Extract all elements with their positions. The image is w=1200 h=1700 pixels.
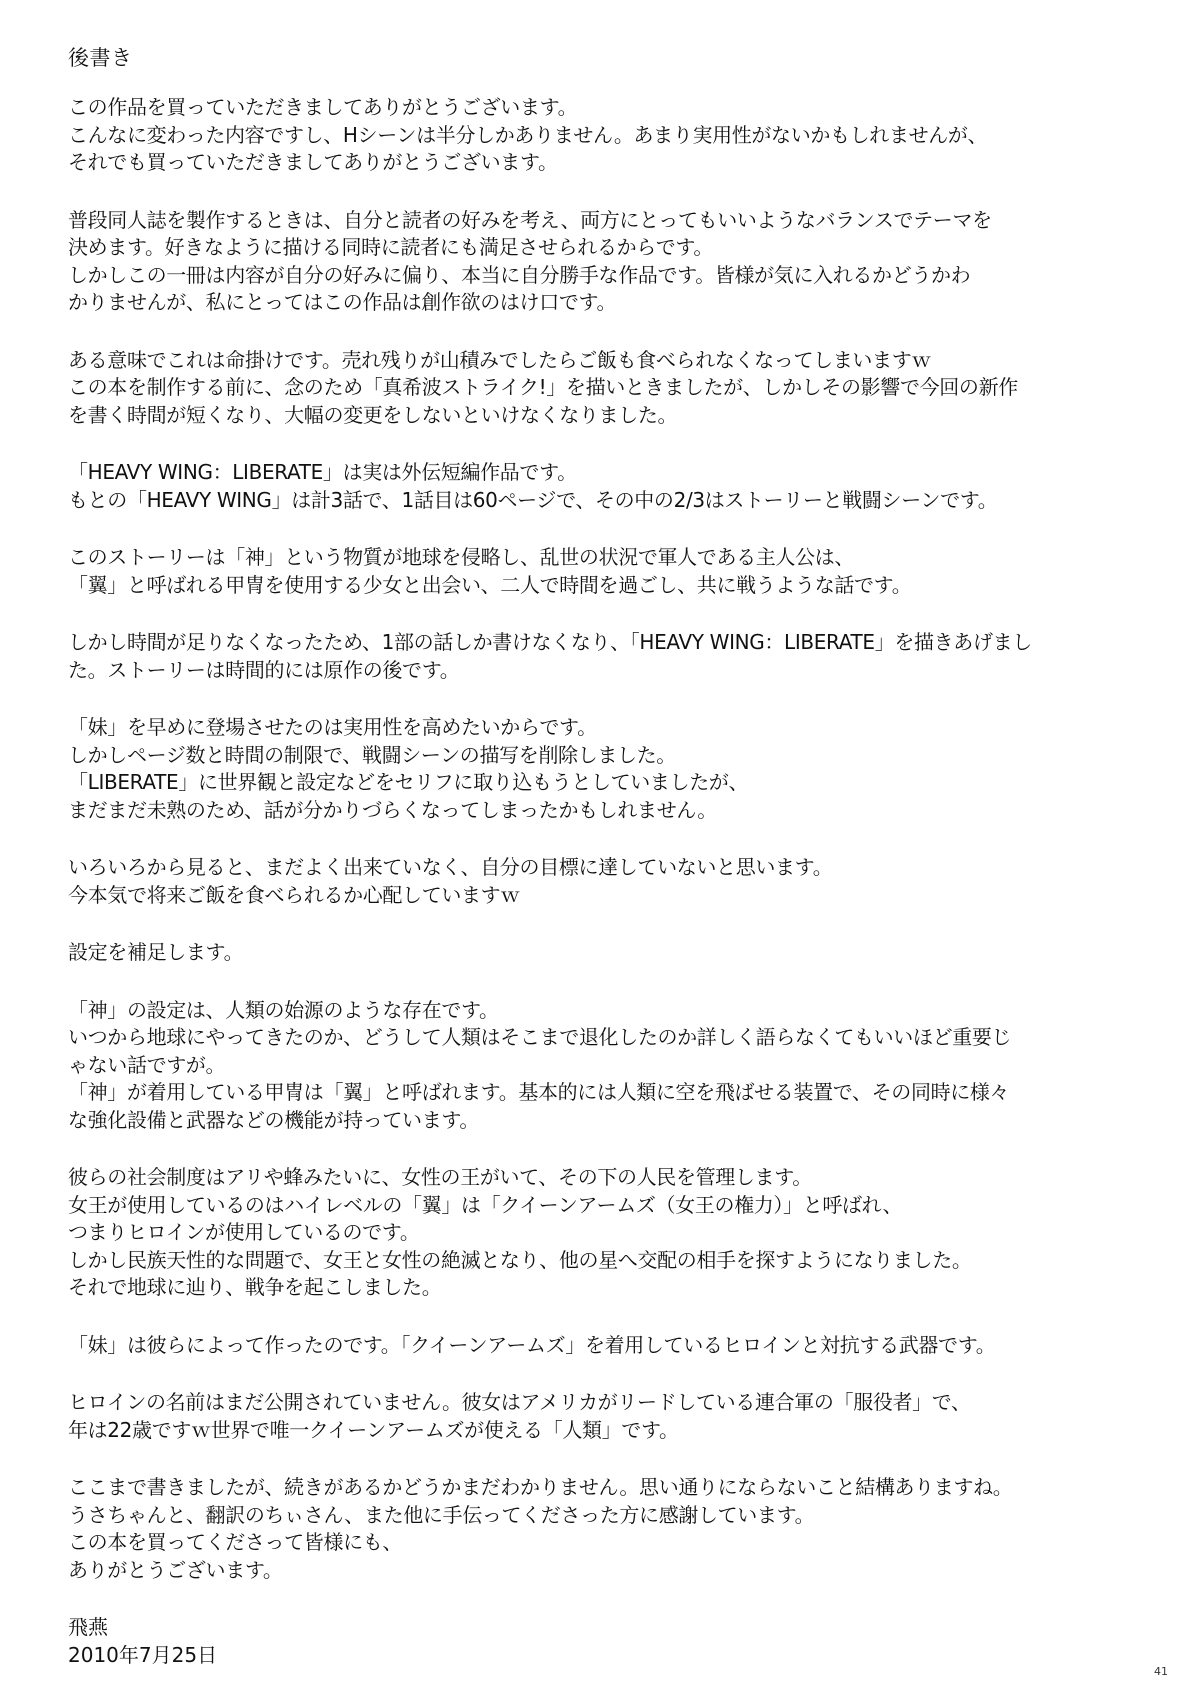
- text-line: 「LIBERATE」に世界観と設定などをセリフに取り込もうとしていましたが、: [68, 770, 749, 794]
- text-line: うさちゃんと、翻訳のちぃさん、また他に手伝ってくださった方に感謝しています。: [68, 1502, 815, 1527]
- text-line: ゃない話ですが。: [68, 1052, 226, 1077]
- text-line: 「翼」と呼ばれる甲冑を使用する少女と出会い、二人で時間を過ごし、共に戦うような話です。: [68, 572, 912, 597]
- text-line: それでも買っていただきましてありがとうございます。: [68, 150, 558, 174]
- page-title: 後書き: [68, 46, 133, 70]
- text-line: このストーリーは「神」という物質が地球を侵略し、乱世の状況で軍人である主人公は、: [68, 545, 854, 569]
- signature-block: [68, 1614, 1158, 1669]
- text-line: 女王が使用しているのはハイレベルの「翼」は「クイーンアームズ（女王の権力）」と呼ばれ、: [68, 1192, 903, 1217]
- paragraph: [68, 997, 1158, 1135]
- text-line: もとの「HEAVY WING」は計3話で、1話目は60ページで、その中の2/3はストーリーと戦闘シーンです。: [68, 487, 998, 512]
- text-line: しかし時間が足りなくなったため、1部の話しか書けなくなり、「HEAVY WING：LIBERATE」を描きあげまし: [68, 630, 1032, 654]
- paragraph: [68, 1474, 1158, 1584]
- text-line: 「妹」を早めに登場させたのは実用性を高めたいからです。: [68, 715, 597, 739]
- text-line: しかし民族天性的な問題で、女王と女性の絶滅となり、他の星へ交配の相手を探すようになりました。: [68, 1247, 972, 1272]
- text-line: しかしページ数と時間の制限で、戦闘シーンの描写を削除しました。: [68, 742, 676, 767]
- paragraph: [68, 854, 1158, 909]
- text-line: この本を買ってくださって皆様にも、: [68, 1530, 403, 1554]
- text-line: この作品を買っていただきましてありがとうございます。: [68, 95, 578, 119]
- text-line: ある意味でこれは命掛けです。売れ残りが山積みでしたらご飯も食べられなくなってしまいますｗ: [68, 347, 931, 372]
- text-line: ここまで書きましたが、続きがあるかどうかまだわかりません。思い通りにならないこと結構ありますね。: [68, 1475, 1013, 1499]
- text-line: 「神」が着用している甲冑は「翼」と呼ばれます。基本的には人類に空を飛ばせる装置で、その同時に様々: [68, 1080, 1010, 1104]
- text-line: つまりヒロインが使用しているのです。: [68, 1220, 420, 1244]
- paragraph: [68, 629, 1158, 684]
- signature-date: 2010年7月25日: [68, 1642, 218, 1667]
- text-line: 「HEAVY WING：LIBERATE」は実は外伝短編作品です。: [68, 460, 577, 484]
- text-line: 決めます。好きなように描ける同時に読者にも満足させられるからです。: [68, 235, 714, 259]
- text-line: しかしこの一冊は内容が自分の好みに偏り、本当に自分勝手な作品です。皆様が気に入れるかどうかわ: [68, 262, 971, 287]
- afterword-page: [68, 44, 1158, 1669]
- text-line: 彼らの社会制度はアリや蜂みたいに、女性の王がいて、その下の人民を管理します。: [68, 1165, 812, 1189]
- paragraph: [68, 1164, 1158, 1302]
- text-line: た。ストーリーは時間的には原作の後です。: [68, 657, 460, 682]
- paragraph: [68, 1332, 1158, 1360]
- text-line: 「神」の設定は、人類の始源のような存在です。: [68, 997, 499, 1022]
- text-line: を書く時間が短くなり、大幅の変更をしないといけなくなりました。: [68, 402, 678, 427]
- text-line: いろいろから見ると、まだよく出来ていなく、自分の目標に達していないと思います。: [68, 855, 833, 879]
- text-line: まだまだ未熟のため、話が分かりづらくなってしまったかもしれません。: [68, 797, 717, 822]
- text-line: 年は22歳ですｗ世界で唯一クイーンアームズが使える「人類」です。: [68, 1417, 679, 1442]
- paragraph: [68, 714, 1158, 824]
- paragraph: [68, 1389, 1158, 1444]
- paragraph: [68, 544, 1158, 599]
- afterword-body: [68, 94, 1158, 1584]
- text-line: 「妹」は彼らによって作ったのです。「クイーンアームズ」を着用しているヒロインと対抗する武器です。: [68, 1332, 996, 1357]
- text-line: 今本気で将来ご飯を食べられるか心配していますｗ: [68, 882, 520, 907]
- text-line: この本を制作する前に、念のため「真希波ストライク!」を描いときましたが、しかしその影響で今回の新作: [68, 375, 1018, 399]
- text-line: ヒロインの名前はまだ公開されていません。彼女はアメリカがリードしている連合軍の「服役者」で、: [68, 1390, 971, 1414]
- paragraph: [68, 347, 1158, 430]
- paragraph: [68, 939, 1158, 967]
- text-line: な強化設備と武器などの機能が持っています。: [68, 1107, 480, 1132]
- author-name: 飛燕: [68, 1615, 108, 1639]
- paragraph: [68, 459, 1158, 514]
- text-line: こんなに変わった内容ですし、Hシーンは半分しかありません。あまり実用性がないかもしれませんが、: [68, 122, 988, 147]
- text-line: 設定を補足します。: [68, 940, 244, 964]
- text-line: 普段同人誌を製作するときは、自分と読者の好みを考え、両方にとってもいいようなバランスでテーマを: [68, 207, 992, 232]
- text-line: それで地球に辿り、戦争を起こしました。: [68, 1275, 442, 1299]
- paragraph: [68, 207, 1158, 317]
- page-number: 41: [1154, 1665, 1168, 1678]
- text-line: ありがとうございます。: [68, 1557, 283, 1582]
- paragraph: [68, 94, 1158, 177]
- text-line: いつから地球にやってきたのか、どうして人類はそこまで退化したのか詳しく語らなくてもいいほど重要じ: [68, 1025, 1012, 1049]
- text-line: かりませんが、私にとってはこの作品は創作欲のはけ口です。: [68, 290, 617, 314]
